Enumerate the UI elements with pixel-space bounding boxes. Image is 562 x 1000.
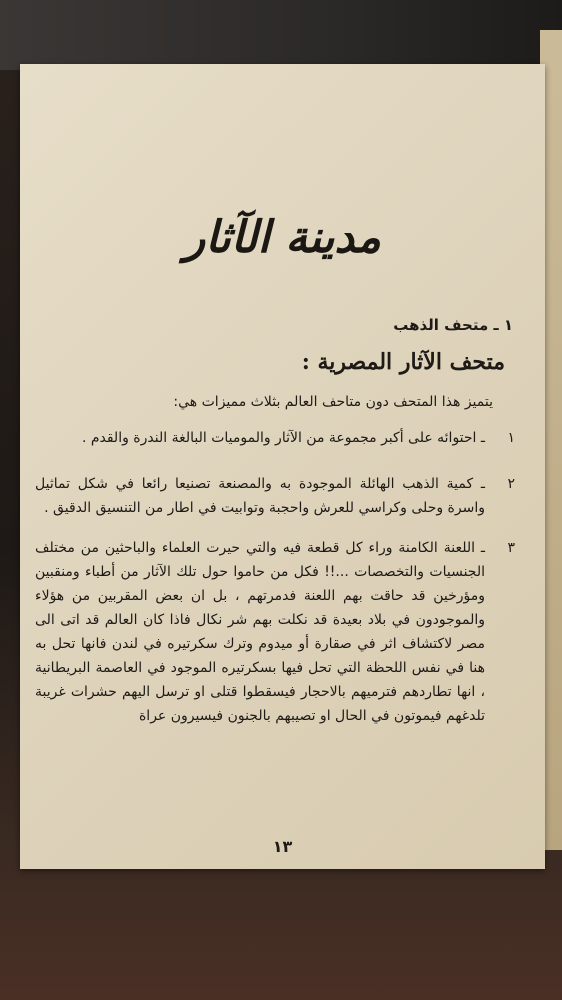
item-number: ٢: [507, 476, 515, 492]
item-text: ـ كمية الذهب الهائلة الموجودة به والمصنعة تصنيعا رائعا في شكل تماثيل واسرة وحلى وكراسي للعرش واحجبة وتوابيت في اطار من التنسيق الدقيق .: [35, 476, 485, 516]
list-item: [35, 426, 515, 450]
list-item: [35, 472, 515, 520]
item-text: ـ اللعنة الكامنة وراء كل قطعة فيه والتي حيرت العلماء والباحثين من مختلف الجنسيات والتخصصات ...!! فكل من حاموا حول تلك الآثار من أطباء ومنقبين ومؤرخين قد حاقت بهم اللعنة فدمرتهم ، بل ان بعض المقربين من هؤلاء والموجودون في بلاد بعيدة قد نكلت بهم شر نكال فاذا كان العالم قد اتى الى مصر لاكتشاف اثر في صقارة أو ميدوم وترك سكرتيره في لندن فانها تحل به هنا في نفس اللحظة التي تحل فيها بسكرتيره الموجود في العاصمة البريطانية ، انها تطاردهم فترميهم بالاحجار فيسقطوا قتلى او ترسل اليهم حشرات غريبة تلدغهم فيموتون في الحال او تصيبهم بالجنون فيسيرون عراة: [35, 540, 485, 724]
background-top: [0, 0, 562, 70]
book-page: [20, 64, 545, 869]
item-number: ١: [507, 430, 515, 446]
page-title: مدينة الآثار: [183, 212, 382, 263]
intro-text: يتميز هذا المتحف دون متاحف العالم بثلاث مميزات هي:: [173, 394, 493, 410]
item-number: ٣: [507, 540, 515, 556]
subtitle: متحف الآثار المصرية :: [301, 349, 505, 375]
section-heading: ١ ـ متحف الذهب: [393, 316, 513, 334]
item-text: ـ احتوائه على أكبر مجموعة من الآثار والموميات البالغة الندرة والقدم .: [81, 430, 485, 446]
page-number: ١٣: [272, 837, 293, 856]
list-item: [35, 536, 515, 728]
